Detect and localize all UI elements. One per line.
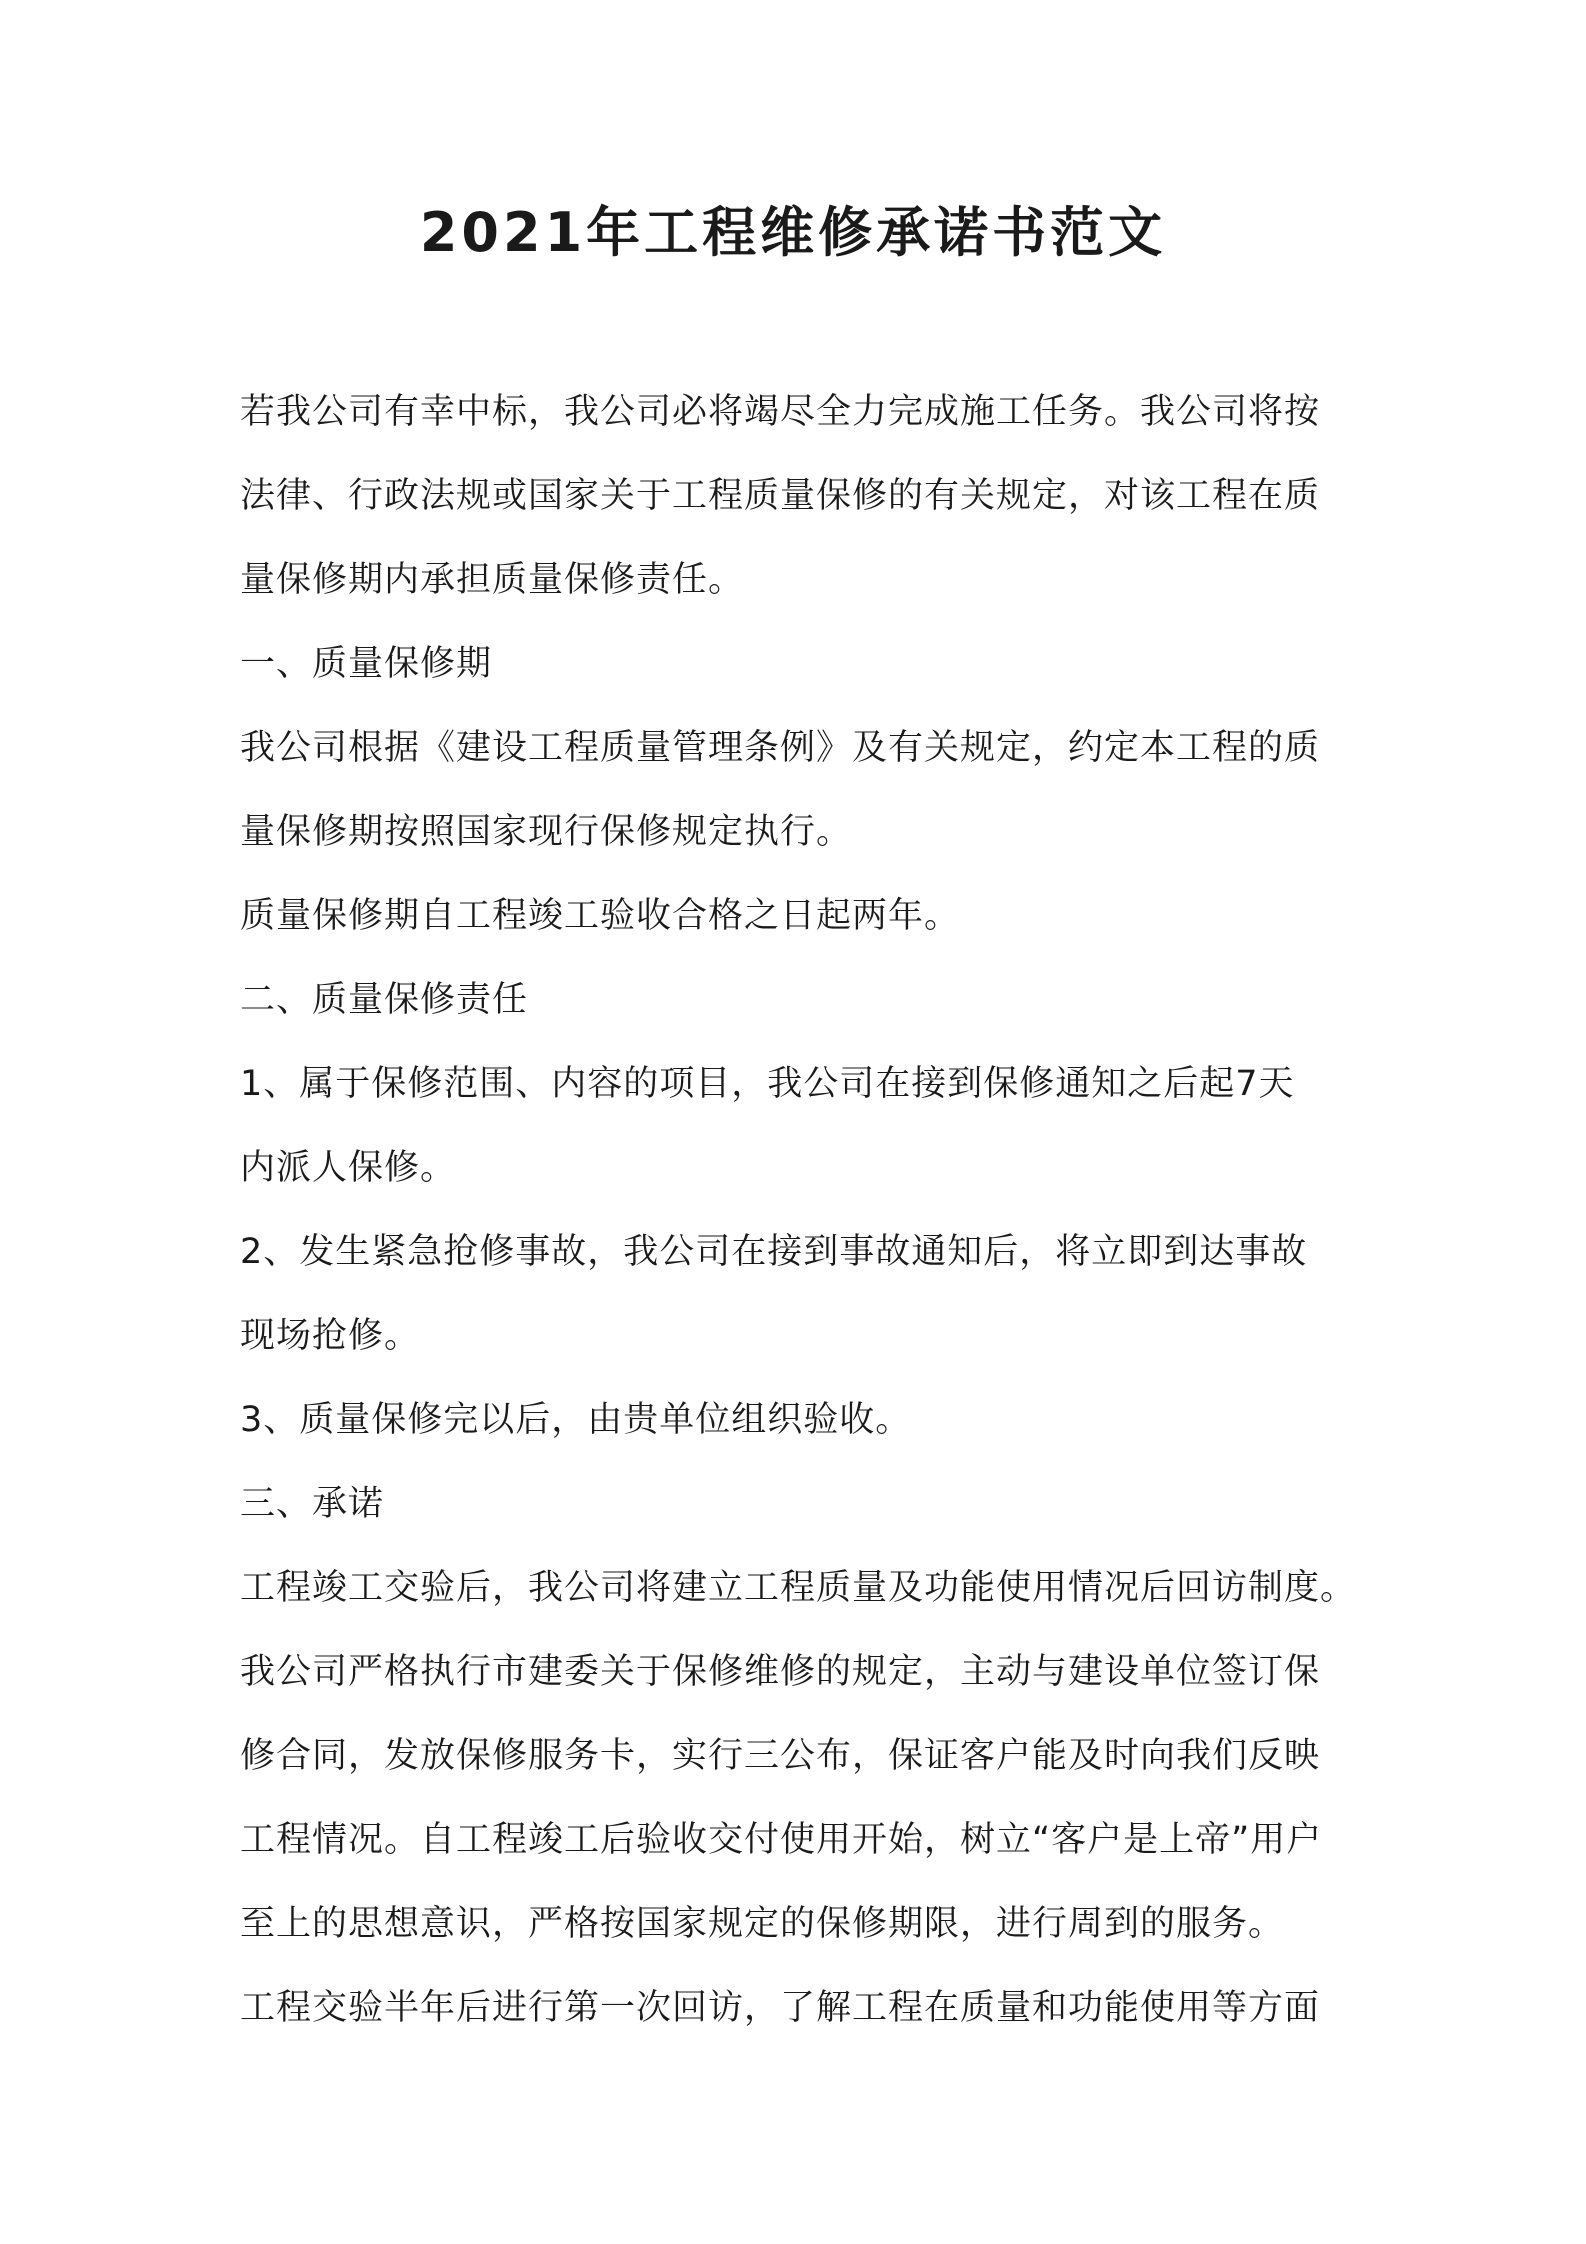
section-heading: 二、质量保修责任 <box>240 980 529 1020</box>
text-line: 2、发生紧急抢修事故，我公司在接到事故通知后，将立即到达事故 <box>240 1232 1308 1272</box>
text-line: 法律、行政法规或国家关于工程质量保修的有关规定，对该工程在质 <box>240 476 1321 516</box>
text-line: 工程交验半年后进行第一次回访，了解工程在质量和功能使用等方面 <box>240 1988 1321 2028</box>
text-line: 我公司严格执行市建委关于保修维修的规定，主动与建设单位签订保 <box>240 1652 1321 1692</box>
section-heading: 三、承诺 <box>240 1484 385 1524</box>
document-body <box>240 370 1370 2050</box>
text-line: 修合同，发放保修服务卡，实行三公布，保证客户能及时向我们反映 <box>240 1736 1321 1776</box>
text-line: 3、质量保修完以后，由贵单位组织验收。 <box>240 1400 912 1440</box>
text-line: 若我公司有幸中标，我公司必将竭尽全力完成施工任务。我公司将按 <box>240 392 1321 432</box>
text-line: 1、属于保修范围、内容的项目，我公司在接到保修通知之后起7天 <box>240 1064 1295 1104</box>
text-line: 质量保修期自工程竣工验收合格之日起两年。 <box>240 896 961 936</box>
text-line: 量保修期内承担质量保修责任。 <box>240 560 745 600</box>
text-line: 我公司根据《建设工程质量管理条例》及有关规定，约定本工程的质 <box>240 728 1321 768</box>
text-line: 量保修期按照国家现行保修规定执行。 <box>240 812 853 852</box>
text-line: 现场抢修。 <box>240 1316 421 1356</box>
document-title: 2021年工程维修承诺书范文 <box>419 201 1167 264</box>
text-line: 工程竣工交验后，我公司将建立工程质量及功能使用情况后回访制度。 <box>240 1568 1357 1608</box>
text-line: 工程情况。自工程竣工后验收交付使用开始，树立“客户是上帝”用户 <box>240 1820 1323 1860</box>
text-line: 内派人保修。 <box>240 1148 457 1188</box>
section-heading: 一、质量保修期 <box>240 644 493 684</box>
text-line: 至上的思想意识，严格按国家规定的保修期限，进行周到的服务。 <box>240 1904 1285 1944</box>
